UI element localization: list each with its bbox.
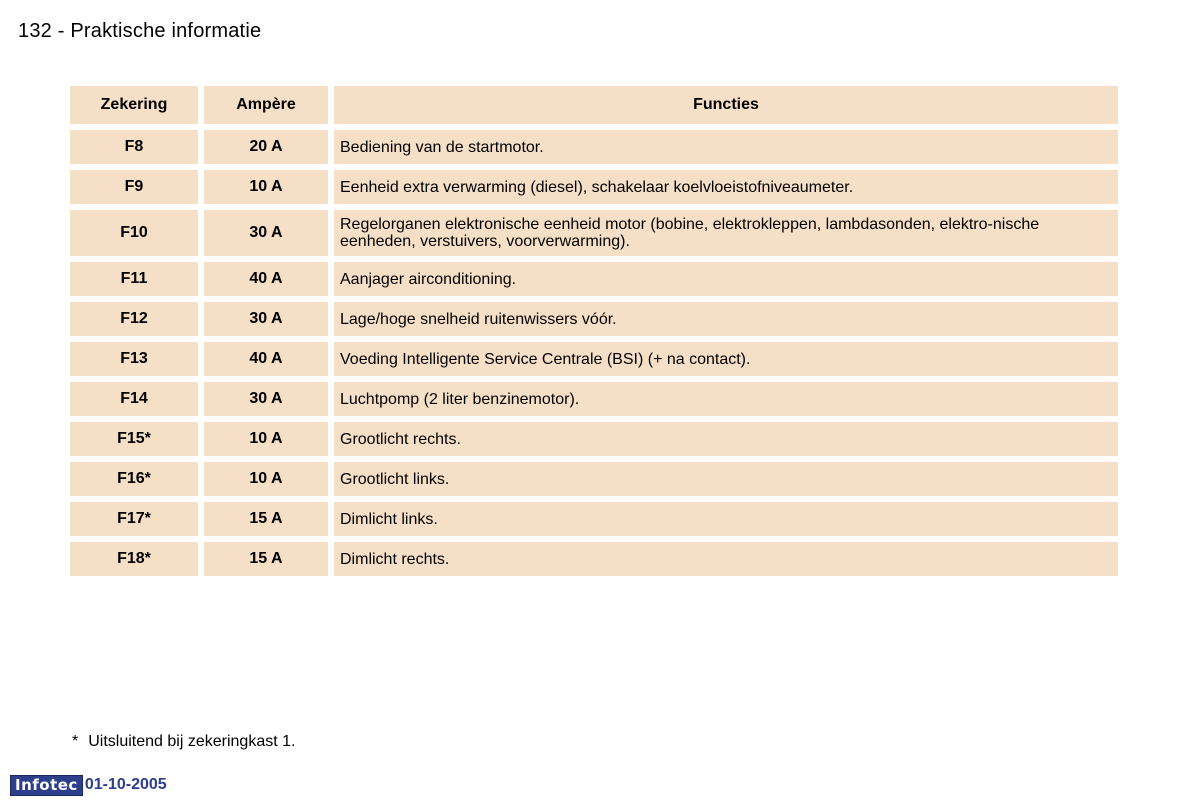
function-cell: Eenheid extra verwarming (diesel), schakelaar koelvloeistofniveaumeter. — [334, 170, 1118, 204]
ampere-cell: 10 A — [204, 422, 328, 456]
table-row — [70, 302, 1118, 336]
fuse-cell: F9 — [70, 170, 198, 204]
footer — [10, 775, 167, 795]
ampere-cell: 15 A — [204, 542, 328, 576]
table-row — [70, 422, 1118, 456]
page-title: 132 - Praktische informatie — [18, 20, 262, 42]
ampere-cell: 40 A — [204, 342, 328, 376]
column-header-fuse: Zekering — [70, 86, 198, 124]
table-header-row — [70, 86, 1118, 124]
fuse-cell: F14 — [70, 382, 198, 416]
function-cell: Luchtpomp (2 liter benzinemotor). — [334, 382, 1118, 416]
table-row — [70, 210, 1118, 256]
ampere-cell: 30 A — [204, 210, 328, 256]
fuse-cell: F12 — [70, 302, 198, 336]
ampere-cell: 40 A — [204, 262, 328, 296]
ampere-cell: 15 A — [204, 502, 328, 536]
fuse-table — [64, 80, 1124, 582]
column-header-ampere: Ampère — [204, 86, 328, 124]
fuse-cell: F15* — [70, 422, 198, 456]
ampere-cell: 20 A — [204, 130, 328, 164]
fuse-cell: F8 — [70, 130, 198, 164]
table-row — [70, 342, 1118, 376]
function-cell: Regelorganen elektronische eenheid motor (bobine, elektrokleppen, lambdasonden, elektro-nische eenheden, verstuivers, voorverwarming). — [334, 210, 1118, 256]
function-cell: Lage/hoge snelheid ruitenwissers vóór. — [334, 302, 1118, 336]
fuse-cell: F10 — [70, 210, 198, 256]
fuse-cell: F16* — [70, 462, 198, 496]
footnote-text: Uitsluitend bij zekeringkast 1. — [88, 733, 296, 750]
column-header-functions: Functies — [334, 86, 1118, 124]
infotec-logo: Infotec — [10, 775, 83, 796]
fuse-cell: F13 — [70, 342, 198, 376]
table-row — [70, 262, 1118, 296]
function-cell: Dimlicht rechts. — [334, 542, 1118, 576]
table-row — [70, 462, 1118, 496]
fuse-cell: F11 — [70, 262, 198, 296]
fuse-cell: F17* — [70, 502, 198, 536]
table-row — [70, 542, 1118, 576]
function-cell: Bediening van de startmotor. — [334, 130, 1118, 164]
function-cell: Grootlicht links. — [334, 462, 1118, 496]
ampere-cell: 10 A — [204, 170, 328, 204]
footnote-marker: * — [72, 733, 79, 750]
function-cell: Grootlicht rechts. — [334, 422, 1118, 456]
ampere-cell: 30 A — [204, 302, 328, 336]
footer-date: 01-10-2005 — [84, 776, 167, 793]
ampere-cell: 30 A — [204, 382, 328, 416]
table-row — [70, 130, 1118, 164]
table-row — [70, 502, 1118, 536]
function-cell: Dimlicht links. — [334, 502, 1118, 536]
table-row — [70, 170, 1118, 204]
function-cell: Voeding Intelligente Service Centrale (BSI) (+ na contact). — [334, 342, 1118, 376]
table-row — [70, 382, 1118, 416]
footnote — [72, 733, 295, 751]
function-cell: Aanjager airconditioning. — [334, 262, 1118, 296]
ampere-cell: 10 A — [204, 462, 328, 496]
fuse-cell: F18* — [70, 542, 198, 576]
